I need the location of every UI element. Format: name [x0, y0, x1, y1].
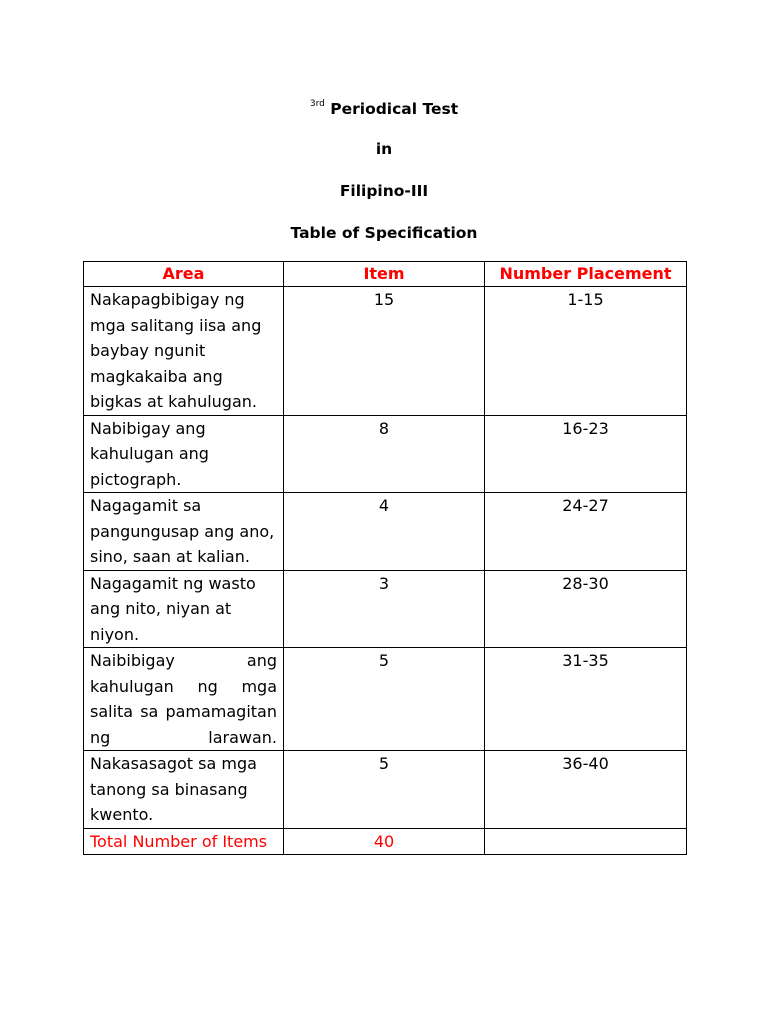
row-placement: 1-15 [485, 287, 687, 416]
row-placement: 16-23 [485, 415, 687, 493]
specification-table [83, 261, 687, 855]
header-item: Item [284, 262, 485, 287]
table-row [84, 648, 687, 751]
header-area: Area [84, 262, 284, 287]
table-row [84, 287, 687, 416]
row-area: Nagagamit sa pangungusap ang ano, sino, saan at kalian. [84, 493, 284, 571]
row-item: 8 [284, 415, 485, 493]
row-area: Nakasasagot sa mga tanong sa binasang kwento. [84, 751, 284, 829]
row-item: 5 [284, 648, 485, 751]
row-item: 5 [284, 751, 485, 829]
total-item: 40 [284, 828, 485, 855]
table-row [84, 493, 687, 571]
total-row [84, 828, 687, 855]
row-placement: 36-40 [485, 751, 687, 829]
row-item: 15 [284, 287, 485, 416]
table-row [84, 570, 687, 648]
title-superscript: 3rd [309, 99, 325, 109]
title-in: in [375, 140, 393, 158]
row-area: Nabibigay ang kahulugan ang pictograph. [84, 415, 284, 493]
row-placement: 31-35 [485, 648, 687, 751]
row-area: Nagagamit ng wasto ang nito, niyan at niyon. [84, 570, 284, 648]
row-area: Naibibigay ang kahulugan ng mga salita sa pamamagitan ng larawan. [84, 648, 284, 751]
total-placement [485, 828, 687, 855]
table-header-row [84, 262, 687, 287]
title-text: Periodical Test [330, 100, 459, 119]
table-row [84, 415, 687, 493]
header-number-placement: Number Placement [485, 262, 687, 287]
row-area: Nakapagbibigay ng mga salitang iisa ang baybay ngunit magkakaiba ang bigkas at kahulugan. [84, 287, 284, 416]
total-label: Total Number of Items [84, 828, 284, 855]
table-row [84, 751, 687, 829]
row-placement: 24-27 [485, 493, 687, 571]
row-placement: 28-30 [485, 570, 687, 648]
document-title [0, 96, 768, 119]
subject-title: Filipino-III [339, 182, 429, 200]
row-item: 4 [284, 493, 485, 571]
row-item: 3 [284, 570, 485, 648]
table-title: Table of Specification [290, 224, 478, 242]
